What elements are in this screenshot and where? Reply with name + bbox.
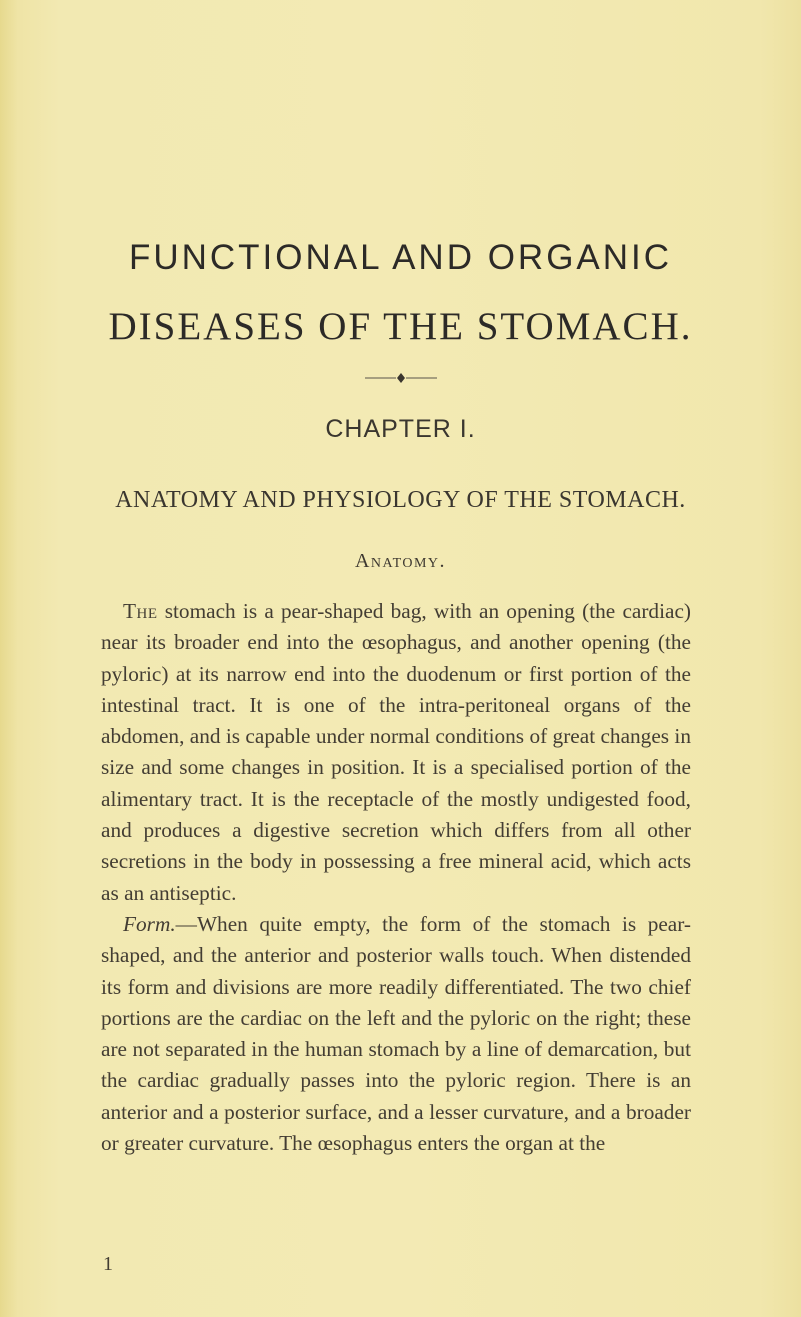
section-heading: Anatomy.: [354, 550, 447, 572]
chapter-title: ANATOMY AND PHYSIOLOGY OF THE STOMACH.: [115, 487, 686, 513]
paragraph-subheading: Form.: [123, 911, 176, 936]
paragraph-text: —When quite empty, the form of the stomach is pear-shaped, and the anterior and posterior walls touch. When distended its form and divisions are more readily differentiated. The two chief portions are the cardiac on the left and the pyloric on the right; these are not separated in the human stomach by a line of demarcation, but the cardiac gradually passes into the pyloric region. There is an anterior and a posterior surface, and a lesser curvature, and a broader or greater curvature. The œsophagus enters the organ at the: [101, 911, 691, 1156]
book-title-line-1: FUNCTIONAL AND ORGANIC: [128, 238, 673, 277]
body-text: [101, 596, 691, 1159]
book-title-line-2: DISEASES OF THE STOMACH.: [108, 305, 693, 348]
paragraph: [101, 909, 691, 1159]
page-number: 1: [103, 1253, 113, 1275]
paragraph: [101, 596, 691, 909]
chapter-heading: CHAPTER I.: [325, 415, 476, 443]
diamond-ornament-icon: [365, 372, 437, 384]
paragraph-lead-word: The: [123, 599, 158, 623]
paragraph-text: stomach is a pear-shaped bag, with an opening (the cardiac) near its broader end into the œsophagus, and another opening (the pyloric) at its narrow end into the duodenum or first portion of the intestinal tract. It is one of the intra-peritoneal organs of the abdomen, and is capable under normal conditions of great changes in size and some changes in position. It is a specialised portion of the alimentary tract. It is the receptacle of the mostly undigested food, and produces a digestive secretion which differs from all other secretions in the body in possessing a free mineral acid, which acts as an antiseptic.: [101, 599, 691, 905]
